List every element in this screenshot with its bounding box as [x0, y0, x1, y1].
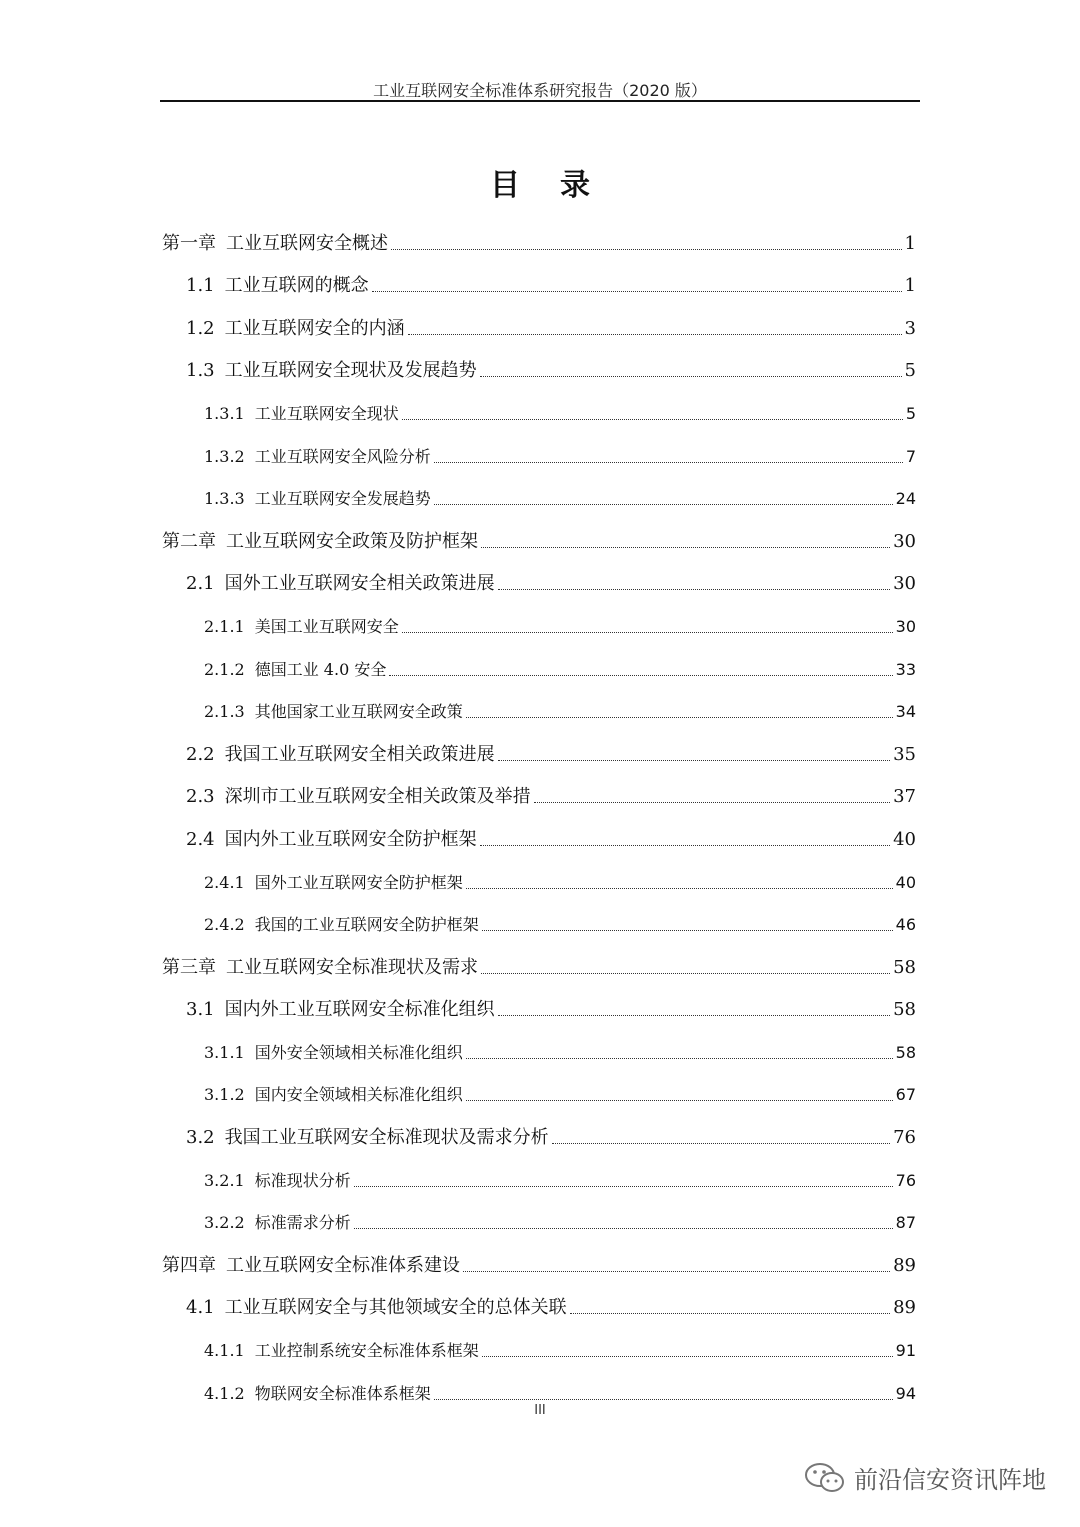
- toc-dot-leader: [480, 845, 890, 846]
- toc-dot-leader: [481, 973, 890, 974]
- toc-entry-label: 工业互联网安全标准体系建设: [226, 1254, 460, 1276]
- toc-entry-number: 1.3: [186, 360, 215, 382]
- toc-entry-page: 3: [904, 317, 916, 339]
- toc-title: 目录: [490, 168, 630, 203]
- toc-entry-label: 美国工业互联网安全: [254, 616, 399, 636]
- toc-entry[interactable]: [162, 553, 916, 596]
- toc-entry[interactable]: [162, 851, 916, 894]
- toc-entry-page: 1: [904, 232, 916, 254]
- toc-entry-number: 3.1.2: [204, 1085, 245, 1105]
- watermark-text: 前沿信安资讯阵地: [854, 1466, 1046, 1494]
- toc-entry-page: 5: [905, 403, 916, 423]
- toc-entry-label: 工业互联网安全政策及防护框架: [226, 530, 478, 552]
- toc-entry-label: 工业互联网安全风险分析: [254, 446, 431, 466]
- toc-entry-number: 2.2: [186, 743, 215, 765]
- toc-entry-page: 40: [893, 828, 916, 850]
- toc-entry[interactable]: [162, 638, 916, 681]
- toc-dot-leader: [372, 291, 902, 292]
- toc-entry-label: 工业互联网安全发展趋势: [254, 489, 431, 509]
- toc-entry-number: 3.1.1: [204, 1042, 245, 1062]
- toc-entry-label: 物联网安全标准体系框架: [254, 1383, 431, 1403]
- watermark: [804, 1460, 1046, 1495]
- toc-dot-leader: [466, 888, 893, 889]
- toc-entry-label: 深圳市工业互联网安全相关政策及举措: [224, 786, 531, 808]
- toc-entry-page: 89: [893, 1297, 916, 1319]
- toc-entry-number: 1.3.1: [204, 403, 245, 423]
- toc-entry-number: 第四章: [162, 1254, 216, 1276]
- toc-dot-leader: [434, 1399, 893, 1400]
- toc-entry-page: 87: [895, 1213, 916, 1233]
- toc-entry-page: 89: [893, 1254, 916, 1276]
- toc-entry-label: 标准需求分析: [254, 1213, 351, 1233]
- toc-entry-page: 7: [905, 446, 916, 466]
- toc-dot-leader: [389, 675, 892, 676]
- toc-entry[interactable]: [162, 425, 916, 468]
- toc-entry[interactable]: [162, 212, 916, 255]
- toc-entry[interactable]: [162, 894, 916, 937]
- toc-entry-label: 我国工业互联网安全标准现状及需求分析: [224, 1127, 549, 1149]
- toc-entry[interactable]: [162, 1106, 916, 1149]
- toc-dot-leader: [434, 504, 893, 505]
- toc-entry-label: 工业互联网安全与其他领域安全的总体关联: [224, 1297, 567, 1319]
- toc-dot-leader: [534, 802, 890, 803]
- toc-entry-number: 2.1: [186, 573, 215, 595]
- toc-entry-number: 2.4.1: [204, 872, 245, 892]
- page-number: III: [534, 1403, 546, 1418]
- toc-entry-page: 67: [895, 1085, 916, 1105]
- toc-dot-leader: [408, 334, 902, 335]
- toc-entry-label: 工业互联网安全标准现状及需求: [226, 956, 478, 978]
- toc-dot-leader: [402, 419, 903, 420]
- toc-entry-number: 2.1.1: [204, 616, 245, 636]
- toc-entry-label: 工业互联网安全现状及发展趋势: [224, 360, 477, 382]
- toc-entry-page: 58: [895, 1042, 916, 1062]
- toc-dot-leader: [354, 1186, 893, 1187]
- toc-entry-label: 德国工业 4.0 安全: [254, 659, 387, 679]
- toc-entry[interactable]: [162, 1021, 916, 1064]
- toc-entry-number: 1.3.3: [204, 489, 245, 509]
- toc-entry-number: 2.4: [186, 828, 215, 850]
- toc-entry-page: 30: [893, 530, 916, 552]
- toc-entry-label: 国内外工业互联网安全标准化组织: [224, 999, 495, 1021]
- toc-dot-leader: [498, 589, 890, 590]
- toc-entry[interactable]: [162, 681, 916, 724]
- toc-dot-leader: [466, 1058, 893, 1059]
- toc-entry-page: 91: [895, 1341, 916, 1361]
- toc-dot-leader: [498, 1015, 890, 1016]
- toc-entry[interactable]: [162, 510, 916, 553]
- toc-entry[interactable]: [162, 1192, 916, 1235]
- toc-entry-page: 30: [893, 573, 916, 595]
- toc-entry-label: 标准现状分析: [254, 1170, 351, 1190]
- toc-dot-leader: [482, 1356, 893, 1357]
- toc-entry-page: 76: [895, 1170, 916, 1190]
- toc-entry[interactable]: [162, 979, 916, 1022]
- toc-entry[interactable]: [162, 1234, 916, 1277]
- toc-entry[interactable]: [162, 1362, 916, 1405]
- toc-dot-leader: [466, 1100, 893, 1101]
- toc-entry-page: 37: [893, 786, 916, 808]
- toc-entry-label: 我国的工业互联网安全防护框架: [254, 915, 479, 935]
- toc-entry-page: 46: [895, 915, 916, 935]
- toc-entry-page: 30: [895, 616, 916, 636]
- toc-entry-number: 1.2: [186, 317, 215, 339]
- toc-entry-label: 其他国家工业互联网安全政策: [254, 702, 463, 722]
- toc-entry-label: 国外工业互联网安全相关政策进展: [224, 573, 495, 595]
- toc-entry-number: 2.3: [186, 786, 215, 808]
- toc-entry[interactable]: [162, 1149, 916, 1192]
- toc-entry-label: 国外工业互联网安全防护框架: [254, 872, 463, 892]
- toc-dot-leader: [391, 249, 902, 250]
- toc-dot-leader: [434, 462, 903, 463]
- toc-dot-leader: [481, 547, 890, 548]
- toc-entry-label: 工业互联网安全概述: [226, 232, 388, 254]
- header-rule: [160, 100, 920, 102]
- toc-entry-label: 国外安全领域相关标准化组织: [254, 1042, 463, 1062]
- toc-entry-number: 1.3.2: [204, 446, 245, 466]
- table-of-contents: [162, 212, 916, 1405]
- toc-dot-leader: [552, 1143, 890, 1144]
- toc-entry-number: 第二章: [162, 530, 216, 552]
- toc-entry-page: 24: [895, 489, 916, 509]
- toc-entry[interactable]: [162, 595, 916, 638]
- toc-entry-label: 国内外工业互联网安全防护框架: [224, 828, 477, 850]
- toc-entry-number: 3.1: [186, 999, 215, 1021]
- toc-entry[interactable]: [162, 1277, 916, 1320]
- toc-entry[interactable]: [162, 1319, 916, 1362]
- toc-entry-label: 我国工业互联网安全相关政策进展: [224, 743, 495, 765]
- toc-entry[interactable]: [162, 808, 916, 851]
- toc-entry-page: 58: [893, 956, 916, 978]
- toc-entry-number: 3.2.2: [204, 1213, 245, 1233]
- toc-dot-leader: [466, 717, 893, 718]
- toc-entry-page: 5: [904, 360, 916, 382]
- toc-entry-page: 35: [893, 743, 916, 765]
- toc-entry-page: 1: [904, 275, 916, 297]
- toc-entry[interactable]: [162, 766, 916, 809]
- toc-entry-page: 33: [895, 659, 916, 679]
- toc-dot-leader: [482, 930, 893, 931]
- toc-entry-page: 34: [895, 702, 916, 722]
- toc-entry-page: 76: [893, 1127, 916, 1149]
- toc-dot-leader: [480, 376, 902, 377]
- toc-entry-number: 第一章: [162, 232, 216, 254]
- toc-entry[interactable]: [162, 723, 916, 766]
- toc-dot-leader: [354, 1228, 893, 1229]
- toc-entry[interactable]: [162, 255, 916, 298]
- toc-entry-label: 工业互联网安全的内涵: [224, 317, 405, 339]
- toc-dot-leader: [402, 632, 893, 633]
- toc-entry-label: 国内安全领域相关标准化组织: [254, 1085, 463, 1105]
- toc-dot-leader: [463, 1271, 890, 1272]
- toc-dot-leader: [570, 1313, 890, 1314]
- toc-entry-number: 3.2.1: [204, 1170, 245, 1190]
- toc-entry[interactable]: [162, 1064, 916, 1107]
- toc-entry[interactable]: [162, 340, 916, 383]
- toc-entry-page: 94: [895, 1383, 916, 1403]
- toc-entry[interactable]: [162, 382, 916, 425]
- toc-entry-number: 4.1.1: [204, 1341, 245, 1361]
- toc-entry-label: 工业互联网安全现状: [254, 403, 399, 423]
- toc-entry-number: 2.1.2: [204, 659, 245, 679]
- wechat-icon: [804, 1461, 846, 1495]
- toc-entry-label: 工业互联网的概念: [224, 275, 369, 297]
- toc-entry-number: 3.2: [186, 1127, 215, 1149]
- toc-entry-number: 1.1: [186, 275, 215, 297]
- toc-entry-number: 2.4.2: [204, 915, 245, 935]
- running-header: 工业互联网安全标准体系研究报告（2020 版）: [373, 81, 707, 100]
- toc-entry-page: 40: [895, 872, 916, 892]
- toc-entry-page: 58: [893, 999, 916, 1021]
- toc-entry-number: 2.1.3: [204, 702, 245, 722]
- toc-entry-number: 4.1: [186, 1297, 215, 1319]
- toc-entry[interactable]: [162, 936, 916, 979]
- toc-dot-leader: [498, 760, 890, 761]
- toc-entry[interactable]: [162, 297, 916, 340]
- toc-entry[interactable]: [162, 468, 916, 511]
- toc-entry-number: 4.1.2: [204, 1383, 245, 1403]
- toc-entry-label: 工业控制系统安全标准体系框架: [254, 1341, 479, 1361]
- toc-entry-number: 第三章: [162, 956, 216, 978]
